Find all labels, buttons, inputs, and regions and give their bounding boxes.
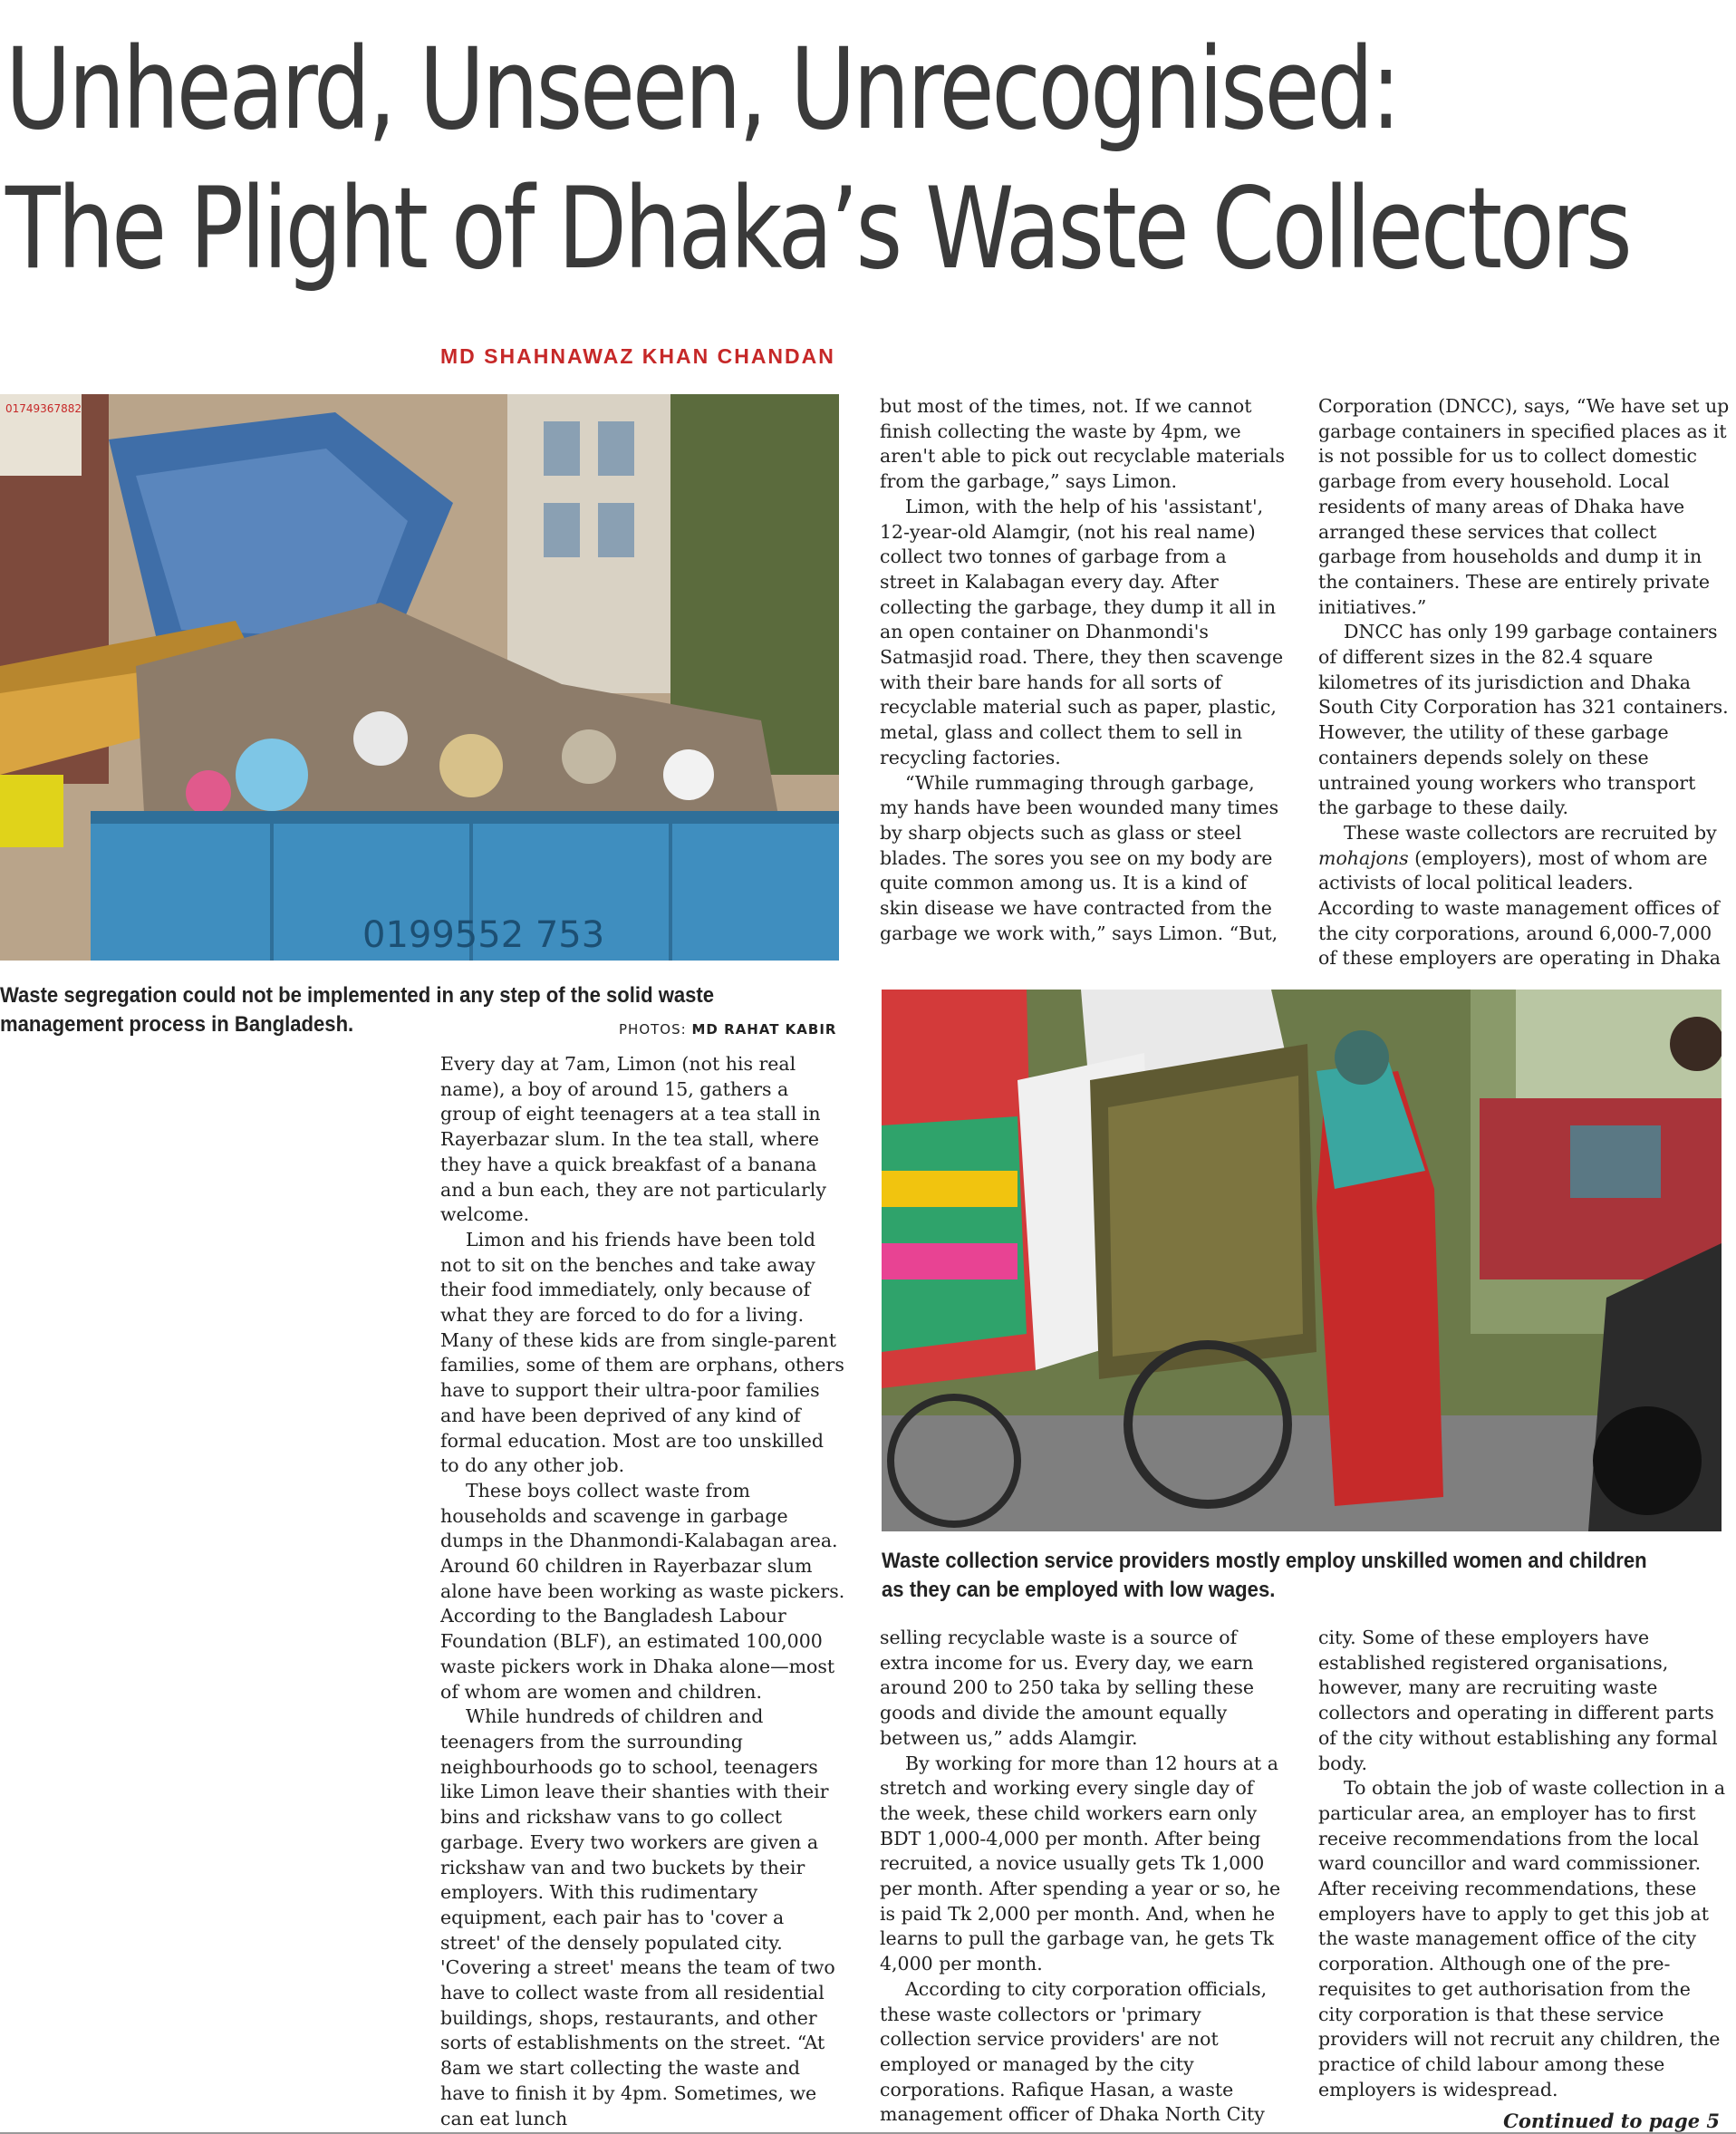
byline: MD SHAHNAWAZ KHAN CHANDAN bbox=[440, 344, 835, 368]
photo-garbage-dumping bbox=[0, 394, 839, 961]
paragraph: Every day at 7am, Limon (not his real name), a boy of around 15, gathers a group of eight teenagers at a tea stall in Rayerbazar slum. In the tea stall, where they have a quick breakfast of a banana and a bun each, they are not particularly welcome. bbox=[440, 1053, 826, 1226]
paragraph: These boys collect waste from households and scavenge in garbage dumps in the Dhanmondi-Kalabagan area. Around 60 children in Rayerbazar slum alone have been working as waste pickers. According to the Bangladesh Labour Foundation (BLF), an estimated 100,000 waste pickers work in Dhaka alone—most of whom are women and children. bbox=[440, 1479, 845, 1703]
photo-garbage-van bbox=[882, 990, 1722, 1531]
photo1-caption: Waste segregation could not be implemented in any step of the solid waste management process in Bangladesh. bbox=[0, 983, 715, 1037]
paragraph-end: (employers), most of whom are activists of local political leaders. According to waste management offices of the city corporations, around 6,000-7,000 of these employers are operating in Dhaka bbox=[1318, 846, 1722, 970]
dumpster-number: 0199552 753 bbox=[362, 914, 605, 956]
paragraph: selling recyclable waste is a source of extra income for us. Every day, we earn around 200 to 250 taka by selling these goods and divide the amount equally between us,” adds Alamgir. bbox=[880, 1627, 1255, 1749]
headline-line-1: Unheard, Unseen, Unrecognised: bbox=[5, 24, 1399, 155]
paragraph-start: These waste collectors are recruited by bbox=[1344, 821, 1717, 844]
paragraph: Corporation (DNCC), says, “We have set up garbage containers in specified places as it is not possible for us to collect domestic garbage from every household. Local residents of many areas of Dhaka have arranged these services that collect garbage from households and dump it in the containers. These are entirely private initiatives.” bbox=[1318, 395, 1730, 618]
column-1 bbox=[440, 1052, 846, 2134]
paragraph: but most of the times, not. If we cannot finish collecting the waste by 4pm, we aren't able to pick out recyclable materials from the garbage,” says Limon. bbox=[880, 395, 1286, 493]
paragraph: city. Some of these employers have established registered organisations, however, many are recruiting waste collectors and operating in different parts of the city without establishing any formal body. bbox=[1318, 1627, 1718, 1774]
continued-note: Continued to page 5 bbox=[1503, 2110, 1720, 2132]
photo-credit bbox=[619, 1021, 836, 1038]
column-3-bottom bbox=[1318, 1626, 1731, 2101]
paragraph: “While rummaging through garbage, my hands have been wounded many times by sharp objects such as glass or steel blades. The sores you see on my body are quite common among us. It is a kind of skin disease we have contracted from the garbage we work with,” says Limon. “But, bbox=[880, 771, 1279, 944]
photo-credit-name: MD RAHAT KABIR bbox=[691, 1021, 837, 1038]
paragraph: Limon and his friends have been told not to sit on the benches and take away their food immediately, only because of what they are forced to do for a living. Many of these kids are from single-parent families, some of them are orphans, others have to support their ultra-poor families and have been deprived of any kind of formal education. Most are too unskilled to do any other job. bbox=[440, 1228, 844, 1477]
photo2-caption: Waste collection service providers mostly employ unskilled women and children as they can be employed with low wages. bbox=[882, 1549, 1647, 1602]
column-2-bottom bbox=[880, 1626, 1286, 2134]
paragraph bbox=[1318, 821, 1731, 971]
headline-line-2: The Plight of Dhaka’s Waste Collectors bbox=[5, 164, 1630, 295]
paragraph: While hundreds of children and teenagers from the surrounding neighbourhoods go to school, teenagers like Limon leave their shanties with their bins and rickshaw vans to go collect garbage. Every two workers are given a rickshaw van and two buckets by their employers. With this rudimentary equipment, each pair has to 'cover a street' of the densely populated city. 'Covering a street' means the team of two have to collect waste from all residential buildings, shops, restaurants, and other sorts of establishments on the street. “At 8am we start collecting the waste and have to finish it by 4pm. Sometimes, we can eat lunch bbox=[440, 1705, 835, 2129]
column-2-top bbox=[880, 394, 1286, 958]
paragraph: According to city corporation officials, these waste collectors or 'primary collection service providers' are not employed or managed by the city corporations. Rafique Hasan, a waste management officer of Dhaka North City bbox=[880, 1977, 1268, 2126]
column-3-top bbox=[1318, 394, 1731, 974]
paragraph: Limon, with the help of his 'assistant', 12-year-old Alamgir, (not his real name) collect two tonnes of garbage from a street in Kalabagan every day. After collecting the garbage, they dump it all in an open container on Dhanmondi's Satmasjid road. There, they then scavenge with their bare hands for all sorts of recyclable material such as paper, plastic, metal, glass and collect them to sell in recycling factories. bbox=[880, 495, 1284, 768]
headline bbox=[5, 20, 1629, 299]
paragraph: By working for more than 12 hours at a stretch and working every single day of the week, these child workers earn only BDT 1,000-4,000 per month. After being recruited, a novice usually gets Tk 1,000 per month. After spending a year or so, he is paid Tk 2,000 per month. And, when he learns to pull the garbage van, he gets Tk 4,000 per month. bbox=[880, 1752, 1281, 1975]
paragraph: To obtain the job of waste collection in a particular area, an employer has to first receive recommendations from the local ward councillor and ward commissioner. After receiving recommendations, these employers have to apply to get this job at the waste management office of the city corporation. Although one of the pre-requisites to get authorisation from the city corporation is that these service providers will not recruit any children, the practice of child labour among these employers is widespread. bbox=[1318, 1777, 1726, 2100]
photo-credit-prefix: PHOTOS: bbox=[619, 1021, 687, 1038]
paragraph: DNCC has only 199 garbage containers of different sizes in the 82.4 square kilometres of its jurisdiction and Dhaka South City Corporation has 321 containers. However, the utility of these garbage containers depends solely on these untrained young workers who transport the garbage to these daily. bbox=[1318, 621, 1729, 819]
sign-number: 01749367882 bbox=[5, 402, 82, 415]
italic-term: mohajons bbox=[1318, 846, 1409, 869]
